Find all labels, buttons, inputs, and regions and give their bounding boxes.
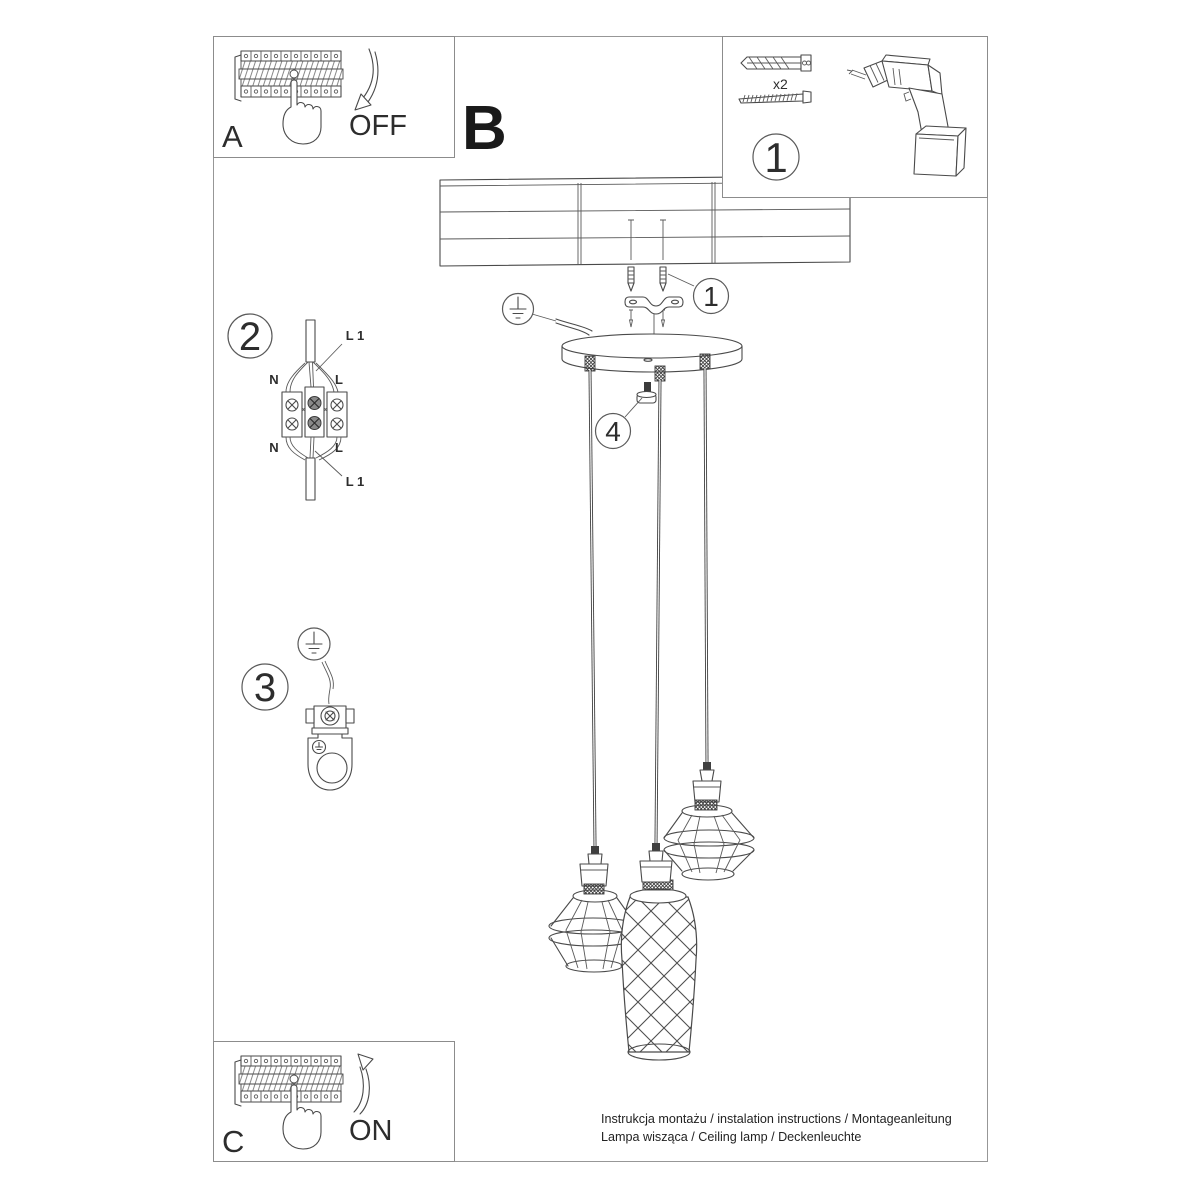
callout-number-3: 3: [253, 666, 277, 710]
footer-line-1: Instrukcja montażu / instalation instructions / Montageanleitung: [601, 1112, 952, 1126]
l1-top-leader: [316, 344, 342, 371]
callout-earth: [242, 664, 288, 710]
screw-icon: [739, 91, 811, 103]
wires-bottom: [286, 437, 341, 460]
earth-symbol-icon: [503, 294, 593, 336]
tools-illustration: [723, 37, 987, 197]
mounting-plate-icon: [308, 734, 352, 790]
dowel-quantity: x2: [773, 76, 788, 92]
label-l1-bottom: L 1: [345, 474, 365, 489]
arrow-up-icon: [354, 1054, 373, 1114]
wall-plug-icon: [741, 55, 811, 71]
callout-kit: [753, 134, 799, 181]
supply-cable-top: [306, 320, 315, 362]
breaker-off-illustration: [214, 37, 454, 157]
callout-screws: [668, 274, 729, 314]
earth-clamp-diagram: [230, 618, 370, 808]
step-a-label: A: [222, 119, 243, 154]
circuit-breaker-icon: [235, 51, 343, 101]
supply-cable-bottom: [306, 458, 315, 500]
label-l-top: L: [335, 372, 343, 387]
callout-number-4: 4: [605, 416, 621, 447]
wiring-diagram: [220, 300, 382, 512]
earth-wire: [322, 661, 333, 704]
callout-wiring: [228, 314, 272, 359]
lattice-shade-middle: [621, 843, 696, 1060]
kit-number: 1: [764, 134, 788, 181]
step-a-panel: [213, 36, 455, 158]
earth-symbol-icon: [298, 628, 330, 660]
label-n-bottom: N: [269, 440, 279, 455]
label-n-top: N: [269, 372, 279, 387]
step-b-label: B: [462, 94, 507, 163]
label-l-bottom: L: [335, 440, 343, 455]
breaker-on-illustration: [214, 1042, 454, 1161]
label-l1-top: L 1: [345, 328, 365, 343]
terminal-block-icon: [282, 387, 347, 437]
earth-terminal-icon: [306, 706, 354, 734]
step-a-caption: OFF: [349, 110, 407, 142]
tools-panel: [722, 36, 988, 198]
drill-icon: [847, 55, 966, 176]
step-c-caption: ON: [349, 1115, 393, 1147]
pendant-lamp-assembly-drawing: [430, 170, 990, 1100]
step-c-panel: [213, 1041, 455, 1162]
callout-number-2: 2: [238, 315, 262, 359]
step-c-label: C: [222, 1124, 245, 1159]
footer-line-2: Lampa wisząca / Ceiling lamp / Deckenleuchte: [601, 1130, 862, 1144]
arrow-down-icon: [355, 49, 378, 110]
cage-shade-right: [664, 762, 754, 880]
callout-number-1: 1: [703, 281, 719, 312]
callout-lock-screw: [596, 398, 643, 449]
footer-text: [601, 1110, 952, 1146]
circuit-breaker-icon: [235, 1056, 343, 1106]
mounting-bracket-icon: [625, 297, 683, 338]
